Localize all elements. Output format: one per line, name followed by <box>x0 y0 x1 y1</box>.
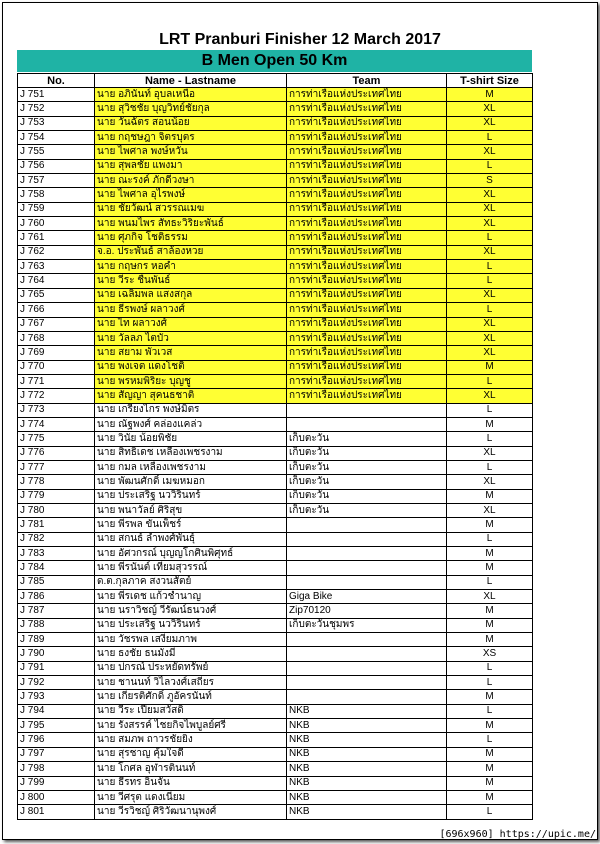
cell-name: ด.ต.กุลภาค สงวนสัตย์ <box>95 575 287 589</box>
cell-no: J 778 <box>18 475 95 489</box>
cell-size: XL <box>447 288 533 302</box>
cell-team <box>287 417 447 431</box>
table-row <box>18 432 533 446</box>
cell-team: การท่าเรือแห่งประเทศไทย <box>287 360 447 374</box>
cell-no: J 760 <box>18 217 95 231</box>
cell-size: S <box>447 174 533 188</box>
table-row <box>18 260 533 274</box>
cell-name: นาย วินัย น้อยพิชัย <box>95 432 287 446</box>
cell-no: J 763 <box>18 260 95 274</box>
cell-team: การท่าเรือแห่งประเทศไทย <box>287 131 447 145</box>
table-row <box>18 460 533 474</box>
cell-name: นาย วัชรพล เสงี่ยมภาพ <box>95 633 287 647</box>
cell-size: XL <box>447 102 533 116</box>
cell-size: XL <box>447 188 533 202</box>
cell-name: นาย ธีรพงษ์ ผลาวงศ์ <box>95 303 287 317</box>
table-row <box>18 719 533 733</box>
cell-size: XL <box>447 145 533 159</box>
table-row <box>18 88 533 102</box>
cell-name: นาย ณัฐพงศ์ คล่องแคล่ว <box>95 417 287 431</box>
cell-no: J 772 <box>18 389 95 403</box>
cell-no: J 758 <box>18 188 95 202</box>
cell-no: J 756 <box>18 159 95 173</box>
cell-size: M <box>447 790 533 804</box>
cell-team: การท่าเรือแห่งประเทศไทย <box>287 202 447 216</box>
cell-no: J 796 <box>18 733 95 747</box>
table-row <box>18 360 533 374</box>
table-row <box>18 618 533 632</box>
column-header-name: Name - Lastname <box>95 74 287 88</box>
cell-team: การท่าเรือแห่งประเทศไทย <box>287 217 447 231</box>
cell-no: J 768 <box>18 331 95 345</box>
cell-no: J 797 <box>18 747 95 761</box>
table-row <box>18 547 533 561</box>
cell-size: M <box>447 690 533 704</box>
cell-name: นาย ไพศาล อุไรพงษ์ <box>95 188 287 202</box>
cell-size: L <box>447 231 533 245</box>
cell-no: J 752 <box>18 102 95 116</box>
cell-size: L <box>447 733 533 747</box>
cell-no: J 754 <box>18 131 95 145</box>
cell-size: L <box>447 532 533 546</box>
cell-size: L <box>447 575 533 589</box>
table-row <box>18 346 533 360</box>
table-row <box>18 131 533 145</box>
cell-team <box>287 532 447 546</box>
table-row <box>18 331 533 345</box>
cell-no: J 792 <box>18 676 95 690</box>
cell-name: นาย ธีรทร อินจัน <box>95 776 287 790</box>
cell-team: NKB <box>287 747 447 761</box>
table-row <box>18 532 533 546</box>
cell-size: L <box>447 460 533 474</box>
cell-no: J 765 <box>18 288 95 302</box>
cell-name: นาย ศุภกิจ โชติธรรม <box>95 231 287 245</box>
cell-no: J 755 <box>18 145 95 159</box>
table-row <box>18 417 533 431</box>
cell-team: เก็บตะวัน <box>287 460 447 474</box>
finisher-table <box>17 73 533 820</box>
cell-team: Giga Bike <box>287 590 447 604</box>
cell-name: นาย ธงชัย ธนมั่งมี <box>95 647 287 661</box>
cell-size: M <box>447 604 533 618</box>
cell-size: XL <box>447 475 533 489</box>
document-page <box>2 2 598 840</box>
cell-no: J 786 <box>18 590 95 604</box>
cell-size: XL <box>447 389 533 403</box>
table-row <box>18 217 533 231</box>
cell-size: M <box>447 719 533 733</box>
cell-team: เก็บตะวัน <box>287 489 447 503</box>
cell-name: นาย ไท ผลาวงศ์ <box>95 317 287 331</box>
table-row <box>18 245 533 259</box>
cell-team: Zip70120 <box>287 604 447 618</box>
cell-name: นาย ณะรงค์ ภักดีวงษา <box>95 174 287 188</box>
cell-size: L <box>447 260 533 274</box>
cell-name: นาย สุรชาญ คุ้มใจดี <box>95 747 287 761</box>
cell-no: J 799 <box>18 776 95 790</box>
table-row <box>18 704 533 718</box>
cell-team: การท่าเรือแห่งประเทศไทย <box>287 260 447 274</box>
cell-no: J 769 <box>18 346 95 360</box>
cell-name: นาย วีศรุต แดงเนียม <box>95 790 287 804</box>
cell-team <box>287 561 447 575</box>
cell-name: นาย อภินันท์ อุบลเหนือ <box>95 88 287 102</box>
cell-no: J 780 <box>18 503 95 517</box>
table-row <box>18 503 533 517</box>
table-row <box>18 518 533 532</box>
cell-name: นาย ประเสริฐ นววิรินทร์ <box>95 489 287 503</box>
cell-size: M <box>447 88 533 102</box>
table-row <box>18 489 533 503</box>
cell-size: L <box>447 374 533 388</box>
cell-size: L <box>447 676 533 690</box>
table-row <box>18 374 533 388</box>
cell-no: J 795 <box>18 719 95 733</box>
cell-no: J 759 <box>18 202 95 216</box>
cell-team <box>287 633 447 647</box>
cell-name: นาย ประเสริฐ นววิรินทร์ <box>95 618 287 632</box>
column-header-no: No. <box>18 74 95 88</box>
cell-team <box>287 676 447 690</box>
cell-name: นาย พัฒนศักดิ์ เมฆหมอก <box>95 475 287 489</box>
cell-team: การท่าเรือแห่งประเทศไทย <box>287 331 447 345</box>
cell-size: M <box>447 633 533 647</box>
cell-name: นาย วัลลภ ไตบัว <box>95 331 287 345</box>
cell-no: J 770 <box>18 360 95 374</box>
cell-team <box>287 518 447 532</box>
cell-team: การท่าเรือแห่งประเทศไทย <box>287 231 447 245</box>
cell-team: NKB <box>287 762 447 776</box>
cell-no: J 779 <box>18 489 95 503</box>
cell-name: นาย โกศล อุฬารตินนท์ <box>95 762 287 776</box>
cell-team: การท่าเรือแห่งประเทศไทย <box>287 102 447 116</box>
cell-no: J 794 <box>18 704 95 718</box>
cell-name: นาย ปกรณ์ ประหยัดทรัพย์ <box>95 661 287 675</box>
cell-name: นาย พนมไพร สัทธะวิริยะพันธ์ <box>95 217 287 231</box>
table-row <box>18 174 533 188</box>
cell-no: J 767 <box>18 317 95 331</box>
cell-name: นาย สิทธิเดช เหลืองเพชรงาม <box>95 446 287 460</box>
table-row <box>18 676 533 690</box>
cell-no: J 798 <box>18 762 95 776</box>
cell-size: L <box>447 159 533 173</box>
cell-name: นาย กฤชษฎา จิตรบุตร <box>95 131 287 145</box>
cell-no: J 753 <box>18 116 95 130</box>
cell-team: เก็บตะวันชุมพร <box>287 618 447 632</box>
cell-name: นาย สัญญา สุคนธชาติ <box>95 389 287 403</box>
cell-size: XL <box>447 346 533 360</box>
cell-size: XL <box>447 331 533 345</box>
cell-team: การท่าเรือแห่งประเทศไทย <box>287 174 447 188</box>
cell-size: L <box>447 661 533 675</box>
cell-no: J 776 <box>18 446 95 460</box>
cell-team <box>287 661 447 675</box>
cell-name: นาย ชานนท์ วิไลวงศ์เสถียร <box>95 676 287 690</box>
cell-no: J 771 <box>18 374 95 388</box>
cell-team <box>287 575 447 589</box>
cell-team: การท่าเรือแห่งประเทศไทย <box>287 317 447 331</box>
table-row <box>18 661 533 675</box>
cell-name: จ.อ. ประพันธ์ สาล้องหวย <box>95 245 287 259</box>
cell-name: นาย สุวิชชัย บุญวิทย์ชัยกุล <box>95 102 287 116</box>
cell-name: นาย สกนธ์ ลำพงศ์พันธุ์ <box>95 532 287 546</box>
cell-team: NKB <box>287 733 447 747</box>
cell-no: J 777 <box>18 460 95 474</box>
cell-name: นาย พีรพล ขันเพ็ชร์ <box>95 518 287 532</box>
cell-name: นาย พีรนันต์ เทียมสุวรรณ์ <box>95 561 287 575</box>
table-row <box>18 389 533 403</box>
table-row <box>18 317 533 331</box>
cell-size: XL <box>447 217 533 231</box>
table-row <box>18 446 533 460</box>
cell-team: เก็บตะวัน <box>287 446 447 460</box>
cell-name: นาย พรหมพิริยะ บุญชู <box>95 374 287 388</box>
cell-no: J 775 <box>18 432 95 446</box>
table-header-row <box>18 74 533 88</box>
cell-name: นาย พงเจต แดงโชติ <box>95 360 287 374</box>
cell-no: J 790 <box>18 647 95 661</box>
cell-size: XL <box>447 446 533 460</box>
cell-name: นาย วันฉัตร สอนน้อย <box>95 116 287 130</box>
cell-size: M <box>447 360 533 374</box>
table-row <box>18 288 533 302</box>
cell-name: นาย เกียรติศักดิ์ ภูอัครนันท์ <box>95 690 287 704</box>
cell-no: J 766 <box>18 303 95 317</box>
image-host-caption: [696x960] https://upic.me/ <box>439 829 596 840</box>
cell-no: J 774 <box>18 417 95 431</box>
page-title: LRT Pranburi Finisher 12 March 2017 <box>159 31 441 48</box>
table-row <box>18 561 533 575</box>
cell-size: XL <box>447 503 533 517</box>
table-row <box>18 604 533 618</box>
table-row <box>18 475 533 489</box>
cell-size: M <box>447 547 533 561</box>
cell-size: L <box>447 805 533 819</box>
cell-no: J 751 <box>18 88 95 102</box>
cell-size: XL <box>447 590 533 604</box>
table-row <box>18 159 533 173</box>
cell-team <box>287 403 447 417</box>
table-row <box>18 762 533 776</box>
cell-team: NKB <box>287 704 447 718</box>
table-row <box>18 575 533 589</box>
cell-size: XL <box>447 116 533 130</box>
cell-team: NKB <box>287 790 447 804</box>
cell-name: นาย พนาวัลย์ ศิริสุข <box>95 503 287 517</box>
table-row <box>18 145 533 159</box>
cell-size: M <box>447 762 533 776</box>
table-row <box>18 403 533 417</box>
cell-size: XL <box>447 202 533 216</box>
cell-size: M <box>447 561 533 575</box>
cell-size: M <box>447 776 533 790</box>
table-row <box>18 188 533 202</box>
cell-team: การท่าเรือแห่งประเทศไทย <box>287 245 447 259</box>
cell-size: L <box>447 704 533 718</box>
cell-no: J 781 <box>18 518 95 532</box>
cell-team: การท่าเรือแห่งประเทศไทย <box>287 374 447 388</box>
column-header-size: T-shirt Size <box>447 74 533 88</box>
cell-name: นาย ไพศาล พงษ์หวั่น <box>95 145 287 159</box>
cell-name: นาย เฉลิมพล แสงสกุล <box>95 288 287 302</box>
cell-no: J 800 <box>18 790 95 804</box>
table-row <box>18 790 533 804</box>
cell-no: J 785 <box>18 575 95 589</box>
table-row <box>18 647 533 661</box>
table-row <box>18 303 533 317</box>
cell-no: J 784 <box>18 561 95 575</box>
cell-team: การท่าเรือแห่งประเทศไทย <box>287 303 447 317</box>
cell-size: M <box>447 518 533 532</box>
cell-name: นาย รังสรรค์ ไชยกิจไพบูลย์ศรี <box>95 719 287 733</box>
cell-team <box>287 547 447 561</box>
cell-name: นาย นราวิชญ์ วีรัฒน์ธนวงศ์ <box>95 604 287 618</box>
table-row <box>18 733 533 747</box>
table-row <box>18 102 533 116</box>
cell-size: XL <box>447 317 533 331</box>
cell-size: M <box>447 417 533 431</box>
cell-team: NKB <box>287 719 447 733</box>
cell-team: NKB <box>287 776 447 790</box>
table-row <box>18 805 533 819</box>
cell-size: L <box>447 303 533 317</box>
cell-size: M <box>447 489 533 503</box>
cell-size: M <box>447 747 533 761</box>
cell-name: นาย สุพลชัย แพงมา <box>95 159 287 173</box>
cell-size: L <box>447 131 533 145</box>
cell-team: เก็บตะวัน <box>287 475 447 489</box>
cell-no: J 762 <box>18 245 95 259</box>
cell-no: J 757 <box>18 174 95 188</box>
cell-no: J 782 <box>18 532 95 546</box>
cell-no: J 789 <box>18 633 95 647</box>
table-body <box>18 88 533 820</box>
cell-name: นาย สยาม พัวเวส <box>95 346 287 360</box>
cell-team: การท่าเรือแห่งประเทศไทย <box>287 159 447 173</box>
cell-team: การท่าเรือแห่งประเทศไทย <box>287 188 447 202</box>
cell-team: การท่าเรือแห่งประเทศไทย <box>287 274 447 288</box>
cell-name: นาย วีระ ชื่นพันธ์ <box>95 274 287 288</box>
cell-size: M <box>447 618 533 632</box>
category-banner: B Men Open 50 Km <box>17 50 532 72</box>
cell-size: L <box>447 274 533 288</box>
cell-team: เก็บตะวัน <box>287 503 447 517</box>
column-header-team: Team <box>287 74 447 88</box>
cell-no: J 773 <box>18 403 95 417</box>
table-row <box>18 202 533 216</box>
cell-no: J 793 <box>18 690 95 704</box>
cell-team <box>287 690 447 704</box>
cell-name: นาย อัศวกรณ์ บุญญโกศินพิศุทธ์ <box>95 547 287 561</box>
cell-no: J 764 <box>18 274 95 288</box>
cell-size: L <box>447 432 533 446</box>
table-row <box>18 274 533 288</box>
cell-team: เก็บตะวัน <box>287 432 447 446</box>
cell-name: นาย วีรวิชญ์ ศิริวัฒนานุพงศ์ <box>95 805 287 819</box>
cell-team: การท่าเรือแห่งประเทศไทย <box>287 389 447 403</box>
table-row <box>18 747 533 761</box>
cell-team: การท่าเรือแห่งประเทศไทย <box>287 288 447 302</box>
table-row <box>18 690 533 704</box>
table-row <box>18 231 533 245</box>
cell-team: การท่าเรือแห่งประเทศไทย <box>287 145 447 159</box>
cell-team: การท่าเรือแห่งประเทศไทย <box>287 116 447 130</box>
cell-team <box>287 647 447 661</box>
cell-size: XS <box>447 647 533 661</box>
cell-name: นาย เกรียงไกร พงษ์มิตร <box>95 403 287 417</box>
cell-size: L <box>447 403 533 417</box>
cell-no: J 787 <box>18 604 95 618</box>
cell-team: การท่าเรือแห่งประเทศไทย <box>287 346 447 360</box>
table-row <box>18 590 533 604</box>
cell-name: นาย กฤษกร หอคำ <box>95 260 287 274</box>
cell-no: J 761 <box>18 231 95 245</box>
cell-name: นาย กมล เหลืองเพชรงาม <box>95 460 287 474</box>
cell-name: นาย พีรเดช แก้วชำนาญ <box>95 590 287 604</box>
cell-no: J 788 <box>18 618 95 632</box>
table-row <box>18 776 533 790</box>
table-row <box>18 633 533 647</box>
cell-name: นาย ชัยวัฒน์ สวรรณเมฆ <box>95 202 287 216</box>
table-row <box>18 116 533 130</box>
cell-name: นาย วีระ เปี่ยมสวัสดิ์ <box>95 704 287 718</box>
cell-name: นาย สมภพ ถาวรชัยยิ่ง <box>95 733 287 747</box>
cell-team: การท่าเรือแห่งประเทศไทย <box>287 88 447 102</box>
cell-no: J 801 <box>18 805 95 819</box>
cell-size: XL <box>447 245 533 259</box>
cell-no: J 783 <box>18 547 95 561</box>
cell-team: NKB <box>287 805 447 819</box>
cell-no: J 791 <box>18 661 95 675</box>
